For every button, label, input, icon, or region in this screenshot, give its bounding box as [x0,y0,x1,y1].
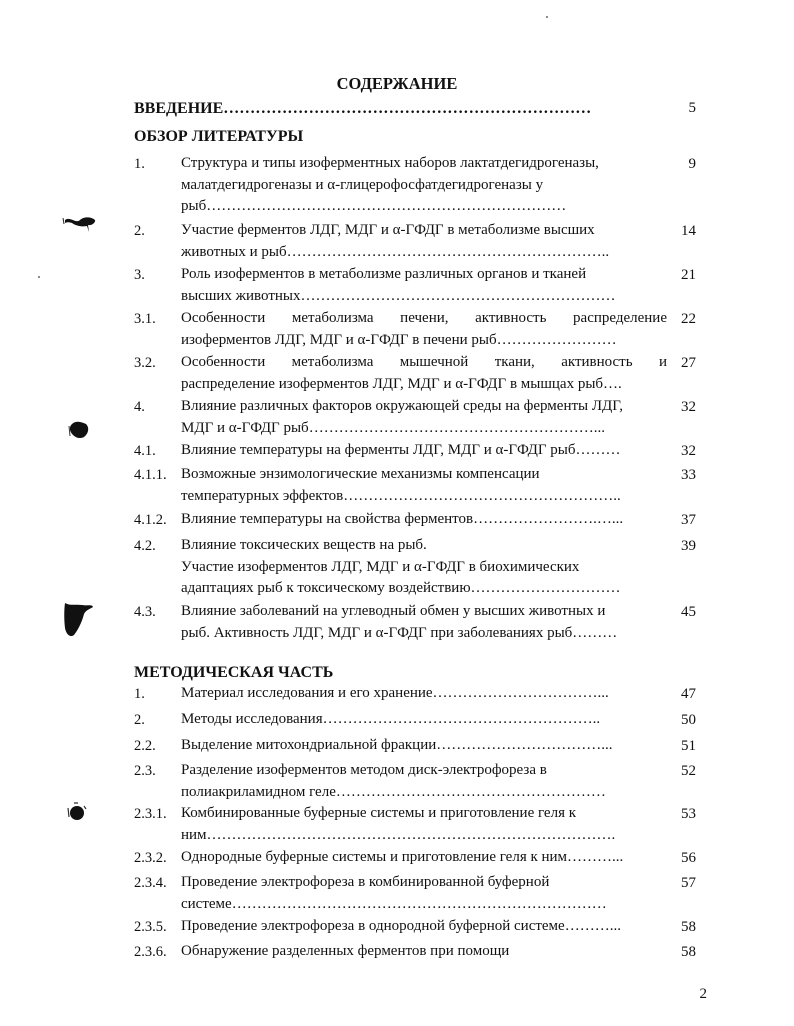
toc-entry-number: 2.3.4. [134,875,167,891]
toc-page-number: 58 [681,919,696,935]
toc-entry-intro[interactable] [134,100,706,122]
toc-entry-text: Методы исследования……………………………………………….. [181,711,601,727]
toc-page-number: 56 [681,850,696,866]
toc-entry-number: 1. [134,156,145,172]
toc-entry-text: Особенности метаболизма мышечной ткани, активность и распределение изоферментов ЛДГ, МДГ и α-ГФДГ в мышцах рыб…. [181,354,667,392]
toc-entry-text: Влияние температуры на ферменты ЛДГ, МДГ и α-ГФДГ рыб……… [181,442,621,458]
toc-entry-text: Возможные энзимологические механизмы компенсации температурных эффектов……………………………………………….. [181,466,621,504]
toc-entry-text: ВВЕДЕНИЕ…………………………………………………………… [134,100,592,117]
toc-page-number: 9 [688,156,696,172]
toc-page-number: 32 [681,443,696,459]
scan-speck-decoration [38,276,40,278]
toc-page-number: 33 [681,467,696,483]
toc-entry-number: 3. [134,267,145,283]
ink-blot-decoration [62,214,98,236]
toc-entry-number: 1. [134,686,145,702]
ink-blot-decoration [66,418,92,442]
toc-page-number: 58 [681,944,696,960]
toc-entry-number: 2.3. [134,763,156,779]
toc-page-number: 5 [688,100,696,116]
toc-entry-number: 2. [134,712,145,728]
page-number: 2 [699,986,707,1002]
toc-entry-number: 2.3.5. [134,919,167,935]
toc-entry-number: 2.2. [134,738,156,754]
toc-entry-text: Участие ферментов ЛДГ, МДГ и α-ГФДГ в метаболизме высших животных и рыб……………………………………………………….. [181,222,610,260]
toc-page-number: 14 [681,223,696,239]
toc-entry-text: Особенности метаболизма печени, активность распределение изоферментов ЛДГ, МДГ и α-ГФДГ в печени рыб…………………… [181,310,667,348]
toc-page-number: 39 [681,538,696,554]
toc-entry-text: Материал исследования и его хранение……………………………... [181,685,609,701]
toc-entry-number: 4. [134,399,145,415]
toc-page-number: 51 [681,738,696,754]
toc-entry-number: 3.2. [134,355,156,371]
toc-entry-text: Выделение митохондриальной фракции……………………………... [181,737,613,753]
scan-speck-decoration [546,16,548,18]
toc-entry-number: 4.2. [134,538,156,554]
section-heading: ОБЗОР ЛИТЕРАТУРЫ [134,128,304,145]
toc-page-number: 57 [681,875,696,891]
toc-entry-text: Структура и типы изоферментных наборов лактатдегидрогеназы, малатдегидрогеназы и α-глицерофосфатдегидрогеназы у рыб……………………………………………………………… [181,155,599,214]
toc-page-number: 32 [681,399,696,415]
toc-entry-text: Разделение изоферментов методом диск-электрофореза в полиакриламидном геле……………………………………………… [181,762,606,800]
toc-entry-number: 4.1. [134,443,156,459]
toc-entry-number: 2. [134,223,145,239]
toc-entry-text: Однородные буферные системы и приготовление геля к ним………... [181,849,624,865]
page-title: СОДЕРЖАНИЕ [336,74,458,93]
toc-entry-text: Комбинированные буферные системы и приготовление геля к ним………………………………………………………………………. [181,805,616,843]
toc-entry-text: Роль изоферментов в метаболизме различных органов и тканей высших животных……………………………………………………… [181,266,616,304]
toc-page-number: 27 [681,355,696,371]
toc-page-number: 47 [681,686,696,702]
toc-entry-number: 4.1.2. [134,512,167,528]
toc-entry-text: Проведение электрофореза в однородной буферной системе………... [181,918,621,934]
ink-blot-decoration [64,800,90,826]
toc-page-number: 37 [681,512,696,528]
toc-entry-text: Влияние температуры на свойства ферментов…………………….…... [181,511,624,527]
toc-entry-number: 2.3.6. [134,944,167,960]
toc-entry-text: Влияние различных факторов окружающей среды на ферменты ЛДГ, МДГ и α-ГФДГ рыб…………………………………………………... [181,398,623,436]
toc-page-number: 52 [681,763,696,779]
toc-page-number: 45 [681,604,696,620]
toc-entry-text: Обнаружение разделенных ферментов при помощи [181,943,510,959]
toc-page-number: 22 [681,311,696,327]
toc-entry-number: 4.1.1. [134,467,167,483]
toc-entry-number: 2.3.1. [134,806,167,822]
toc-entry-text: Влияние токсических веществ на рыб. Участие изоферментов ЛДГ, МДГ и α-ГФДГ в биохимических адаптациях рыб к токсическому воздействию………………………… [181,537,621,596]
toc-entry-number: 3.1. [134,311,156,327]
toc-page-number: 50 [681,712,696,728]
toc-entry-text: Проведение электрофореза в комбинированной буферной системе………………………………………………………………… [181,874,607,912]
toc-entry-number: 4.3. [134,604,156,620]
section-heading: МЕТОДИЧЕСКАЯ ЧАСТЬ [134,664,334,681]
toc-entry-text: Влияние заболеваний на углеводный обмен у высших животных и рыб. Активность ЛДГ, МДГ и α-ГФДГ при заболеваниях рыб……… [181,603,618,641]
toc-page-number: 21 [681,267,696,283]
toc-page-number: 53 [681,806,696,822]
toc-entry-number: 2.3.2. [134,850,167,866]
ink-blot-decoration [62,600,96,640]
